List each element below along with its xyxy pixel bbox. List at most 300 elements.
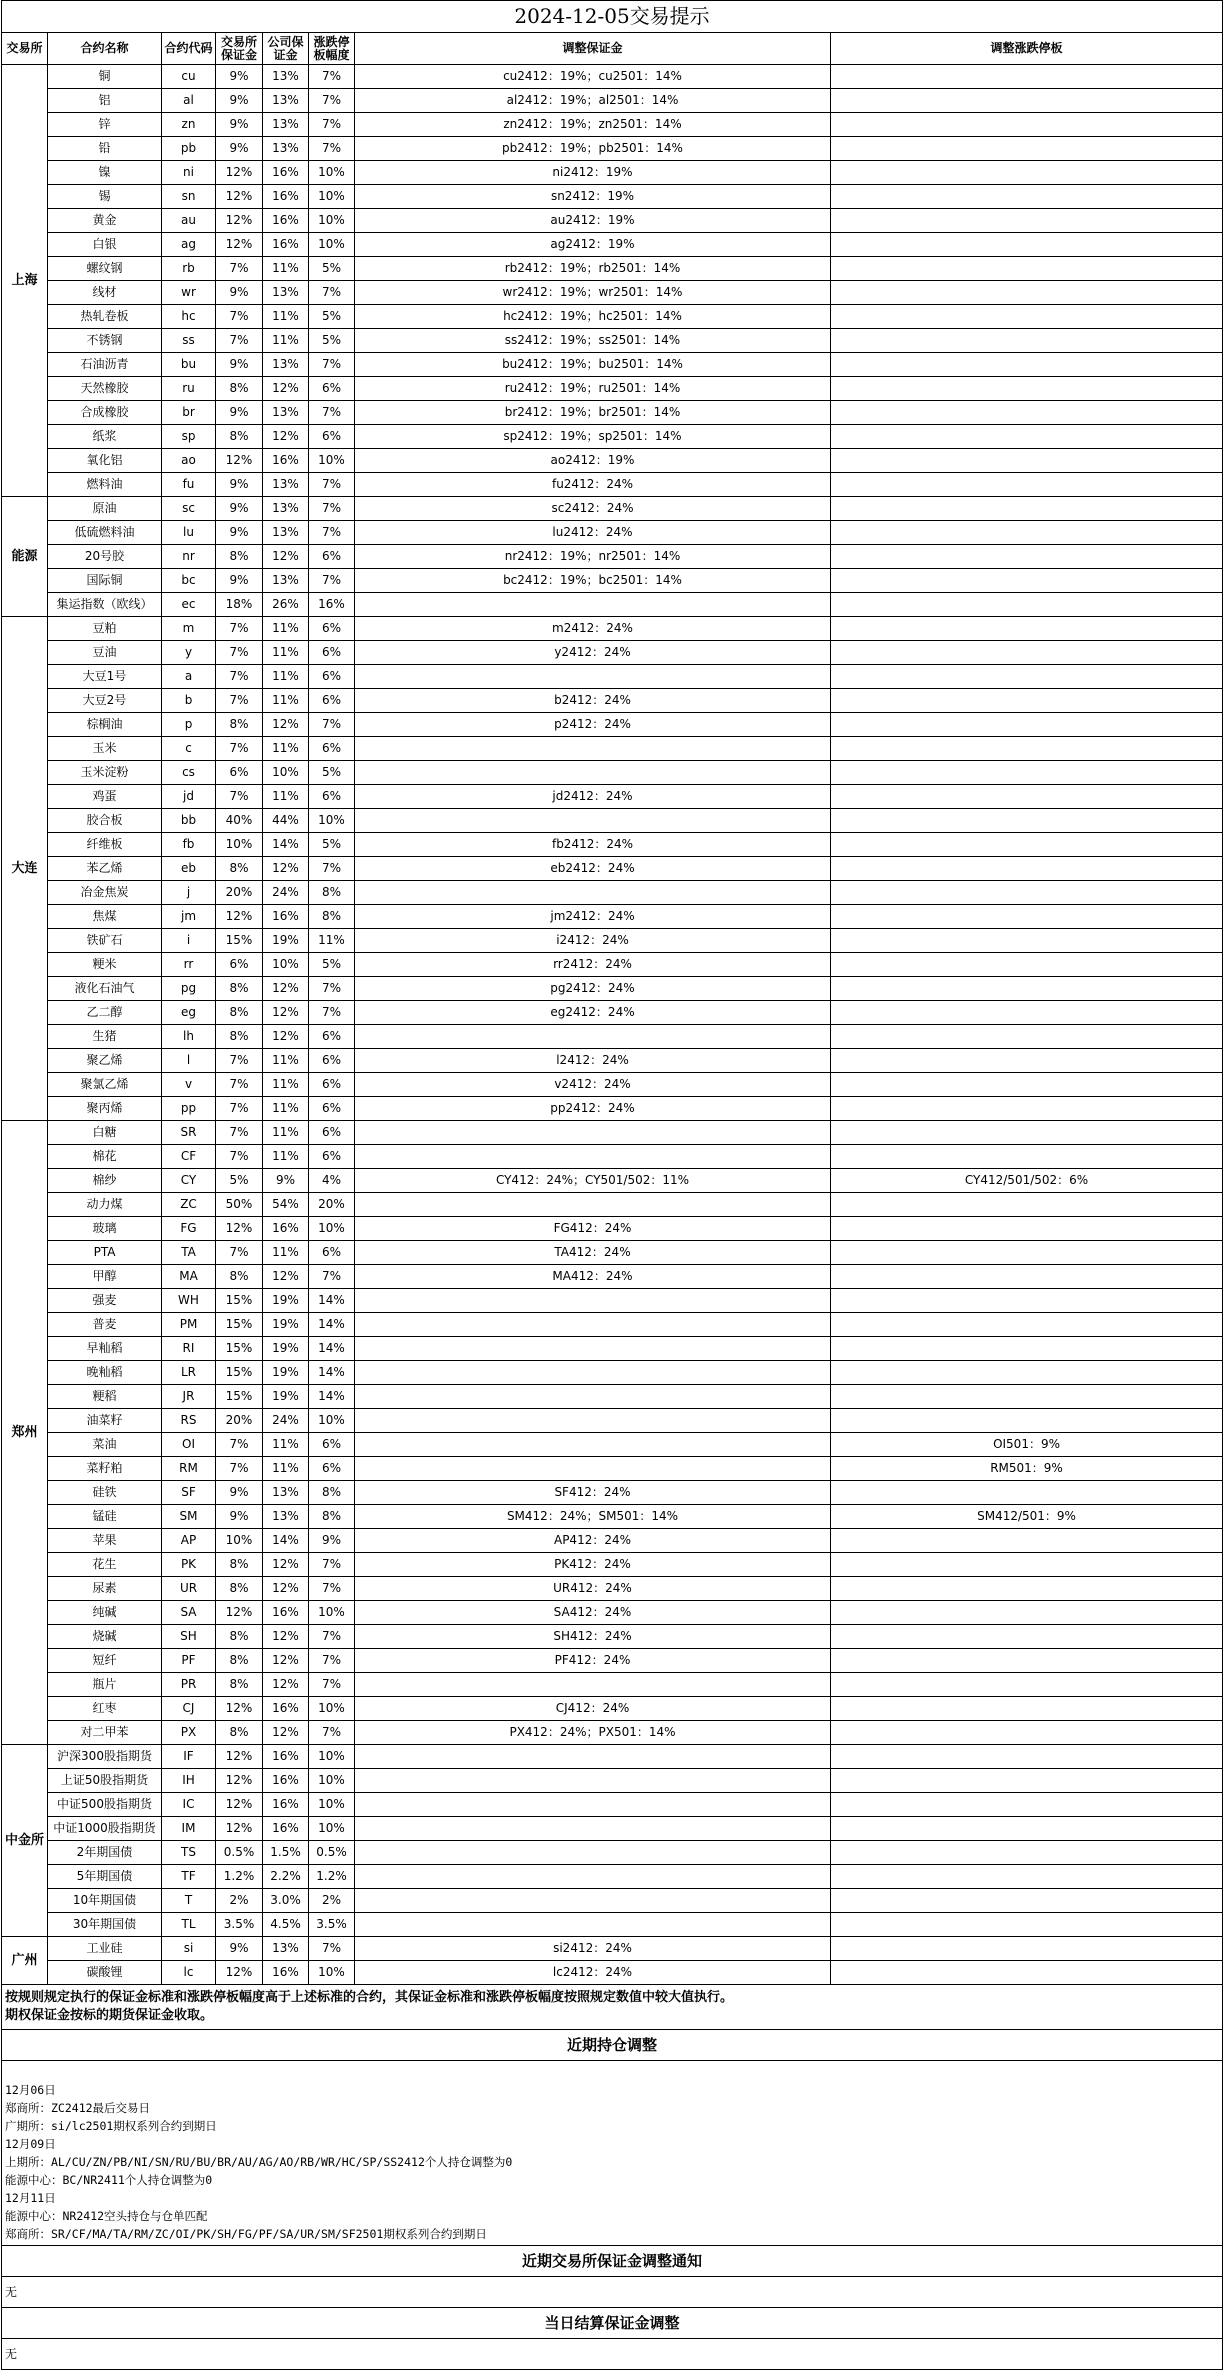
company-margin-cell: 11%	[263, 617, 309, 641]
contract-name-cell: 纤维板	[48, 833, 162, 857]
adjusted-margin-cell: SH412：24%	[355, 1625, 831, 1649]
contract-code-cell: m	[162, 617, 216, 641]
table-row	[2, 1049, 1223, 1073]
exchange-margin-cell: 9%	[216, 65, 263, 89]
company-margin-cell: 13%	[263, 113, 309, 137]
trading-notice-sheet	[1, 0, 1222, 2370]
contract-name-cell: 甲醇	[48, 1265, 162, 1289]
exchange-margin-cell: 20%	[216, 881, 263, 905]
price-limit-cell: 10%	[309, 209, 355, 233]
contract-name-cell: 白银	[48, 233, 162, 257]
exchange-margin-cell: 12%	[216, 161, 263, 185]
contract-name-cell: 粳米	[48, 953, 162, 977]
company-margin-cell: 16%	[263, 209, 309, 233]
contract-name-cell: 焦煤	[48, 905, 162, 929]
contract-name-cell: 菜籽粕	[48, 1457, 162, 1481]
header-adjusted-margin: 调整保证金	[355, 33, 831, 65]
exchange-margin-cell: 12%	[216, 1697, 263, 1721]
company-margin-cell: 14%	[263, 1529, 309, 1553]
exchange-margin-cell: 12%	[216, 1601, 263, 1625]
company-margin-cell: 12%	[263, 377, 309, 401]
table-row	[2, 1577, 1223, 1601]
company-margin-cell: 3.0%	[263, 1889, 309, 1913]
contract-code-cell: y	[162, 641, 216, 665]
adjusted-margin-cell: au2412：19%	[355, 209, 831, 233]
price-limit-cell: 16%	[309, 593, 355, 617]
exchange-margin-cell: 15%	[216, 1385, 263, 1409]
table-row	[2, 1697, 1223, 1721]
exchange-margin-cell: 12%	[216, 185, 263, 209]
adjusted-limit-cell	[831, 1577, 1223, 1601]
contract-code-cell: ZC	[162, 1193, 216, 1217]
adjusted-margin-cell	[355, 1769, 831, 1793]
contract-name-cell: 沪深300股指期货	[48, 1745, 162, 1769]
adjusted-limit-cell	[831, 1049, 1223, 1073]
price-limit-cell: 10%	[309, 1793, 355, 1817]
contract-code-cell: eg	[162, 1001, 216, 1025]
adjusted-margin-cell	[355, 1313, 831, 1337]
adjusted-margin-cell: zn2412：19%；zn2501：14%	[355, 113, 831, 137]
contract-code-cell: v	[162, 1073, 216, 1097]
contract-code-cell: au	[162, 209, 216, 233]
contract-name-cell: 20号胶	[48, 545, 162, 569]
price-limit-cell: 5%	[309, 953, 355, 977]
exchange-margin-cell: 8%	[216, 1025, 263, 1049]
contract-name-cell: 燃料油	[48, 473, 162, 497]
contract-name-cell: 黄金	[48, 209, 162, 233]
price-limit-cell: 5%	[309, 761, 355, 785]
contract-code-cell: MA	[162, 1265, 216, 1289]
adjusted-limit-cell	[831, 1913, 1223, 1937]
table-row	[2, 761, 1223, 785]
contract-name-cell: 低硫燃料油	[48, 521, 162, 545]
price-limit-cell: 7%	[309, 1721, 355, 1745]
company-margin-cell: 16%	[263, 1793, 309, 1817]
adjusted-limit-cell	[831, 137, 1223, 161]
company-margin-cell: 11%	[263, 785, 309, 809]
company-margin-cell: 13%	[263, 1505, 309, 1529]
adjusted-limit-cell	[831, 593, 1223, 617]
exchange-margin-cell: 8%	[216, 857, 263, 881]
contract-code-cell: RS	[162, 1409, 216, 1433]
contract-name-cell: 聚乙烯	[48, 1049, 162, 1073]
price-limit-cell: 7%	[309, 1577, 355, 1601]
contract-code-cell: pg	[162, 977, 216, 1001]
table-row	[2, 473, 1223, 497]
company-margin-cell: 13%	[263, 89, 309, 113]
contract-code-cell: sn	[162, 185, 216, 209]
adjusted-margin-cell: PK412：24%	[355, 1553, 831, 1577]
header-price-limit: 涨跌停板幅度	[309, 33, 355, 65]
contract-code-cell: wr	[162, 281, 216, 305]
adjusted-margin-cell: bc2412：19%；bc2501：14%	[355, 569, 831, 593]
contract-name-cell: 鸡蛋	[48, 785, 162, 809]
contract-code-cell: bb	[162, 809, 216, 833]
table-row	[2, 257, 1223, 281]
adjusted-margin-cell	[355, 1673, 831, 1697]
table-row	[2, 1553, 1223, 1577]
price-limit-cell: 9%	[309, 1529, 355, 1553]
company-margin-cell: 19%	[263, 929, 309, 953]
settlement-margin-value: 无	[2, 2339, 1223, 2370]
price-limit-cell: 7%	[309, 281, 355, 305]
contract-name-cell: 2年期国债	[48, 1841, 162, 1865]
exchange-margin-cell: 7%	[216, 257, 263, 281]
adjusted-margin-cell: lu2412：24%	[355, 521, 831, 545]
adjusted-margin-cell	[355, 1121, 831, 1145]
company-margin-cell: 11%	[263, 1121, 309, 1145]
table-row	[2, 977, 1223, 1001]
company-margin-cell: 19%	[263, 1385, 309, 1409]
contract-name-cell: 螺纹钢	[48, 257, 162, 281]
company-margin-cell: 12%	[263, 977, 309, 1001]
company-margin-cell: 16%	[263, 185, 309, 209]
adjusted-limit-cell	[831, 1337, 1223, 1361]
company-margin-cell: 12%	[263, 1625, 309, 1649]
company-margin-cell: 16%	[263, 1217, 309, 1241]
contract-name-cell: 早籼稻	[48, 1337, 162, 1361]
contract-code-cell: a	[162, 665, 216, 689]
table-row	[2, 929, 1223, 953]
price-limit-cell: 2%	[309, 1889, 355, 1913]
contract-name-cell: 普麦	[48, 1313, 162, 1337]
adjusted-margin-cell	[355, 593, 831, 617]
price-limit-cell: 20%	[309, 1193, 355, 1217]
adjusted-margin-cell: SA412：24%	[355, 1601, 831, 1625]
contract-name-cell: 聚氯乙烯	[48, 1073, 162, 1097]
contract-name-cell: 苹果	[48, 1529, 162, 1553]
adjusted-margin-cell: y2412：24%	[355, 641, 831, 665]
exchange-margin-cell: 12%	[216, 209, 263, 233]
adjusted-limit-cell	[831, 1217, 1223, 1241]
contract-name-cell: 棉花	[48, 1145, 162, 1169]
price-limit-cell: 6%	[309, 1025, 355, 1049]
contract-code-cell: jm	[162, 905, 216, 929]
adjusted-limit-cell	[831, 1145, 1223, 1169]
contract-name-cell: 锡	[48, 185, 162, 209]
price-limit-cell: 5%	[309, 833, 355, 857]
contract-name-cell: 晚籼稻	[48, 1361, 162, 1385]
price-limit-cell: 14%	[309, 1313, 355, 1337]
adjusted-limit-cell	[831, 1601, 1223, 1625]
price-limit-cell: 7%	[309, 113, 355, 137]
contract-name-cell: 30年期国债	[48, 1913, 162, 1937]
price-limit-cell: 10%	[309, 1817, 355, 1841]
company-margin-cell: 19%	[263, 1289, 309, 1313]
company-margin-cell: 16%	[263, 1961, 309, 1985]
price-limit-cell: 8%	[309, 1505, 355, 1529]
company-margin-cell: 11%	[263, 737, 309, 761]
exchange-margin-cell: 8%	[216, 1577, 263, 1601]
company-margin-cell: 12%	[263, 1025, 309, 1049]
contract-name-cell: 中证500股指期货	[48, 1793, 162, 1817]
company-margin-cell: 16%	[263, 233, 309, 257]
company-margin-cell: 16%	[263, 1697, 309, 1721]
adjusted-margin-cell: pb2412：19%；pb2501：14%	[355, 137, 831, 161]
table-row	[2, 449, 1223, 473]
company-margin-cell: 16%	[263, 905, 309, 929]
exchange-margin-cell: 7%	[216, 1121, 263, 1145]
table-row	[2, 713, 1223, 737]
contract-name-cell: 豆油	[48, 641, 162, 665]
company-margin-cell: 12%	[263, 1001, 309, 1025]
adjusted-margin-cell: SM412：24%；SM501：14%	[355, 1505, 831, 1529]
price-limit-cell: 7%	[309, 977, 355, 1001]
contract-code-cell: FG	[162, 1217, 216, 1241]
contract-name-cell: PTA	[48, 1241, 162, 1265]
table-row	[2, 401, 1223, 425]
adjusted-limit-cell	[831, 1241, 1223, 1265]
header-exchange-margin: 交易所保证金	[216, 33, 263, 65]
price-limit-cell: 6%	[309, 425, 355, 449]
contract-name-cell: 白糖	[48, 1121, 162, 1145]
adjusted-margin-cell: ni2412：19%	[355, 161, 831, 185]
adjusted-limit-cell	[831, 1721, 1223, 1745]
adjusted-margin-cell	[355, 1385, 831, 1409]
adjusted-margin-cell: jm2412：24%	[355, 905, 831, 929]
adjusted-limit-cell	[831, 785, 1223, 809]
contract-code-cell: ni	[162, 161, 216, 185]
adjusted-margin-cell: CJ412：24%	[355, 1697, 831, 1721]
adjusted-margin-cell: ag2412：19%	[355, 233, 831, 257]
exchange-margin-cell: 12%	[216, 1793, 263, 1817]
adjusted-limit-cell	[831, 929, 1223, 953]
price-limit-cell: 6%	[309, 377, 355, 401]
adjusted-margin-cell	[355, 665, 831, 689]
contract-code-cell: SF	[162, 1481, 216, 1505]
price-limit-cell: 6%	[309, 1121, 355, 1145]
contract-code-cell: PK	[162, 1553, 216, 1577]
adjusted-limit-cell	[831, 209, 1223, 233]
company-margin-cell: 13%	[263, 497, 309, 521]
price-limit-cell: 6%	[309, 737, 355, 761]
contract-name-cell: 菜油	[48, 1433, 162, 1457]
adjusted-margin-cell	[355, 809, 831, 833]
contract-code-cell: CF	[162, 1145, 216, 1169]
contract-name-cell: 花生	[48, 1553, 162, 1577]
exchange-margin-cell: 7%	[216, 1073, 263, 1097]
recent-margin-heading: 近期交易所保证金调整通知	[2, 2246, 1223, 2277]
price-limit-cell: 1.2%	[309, 1865, 355, 1889]
contract-code-cell: WH	[162, 1289, 216, 1313]
contract-code-cell: hc	[162, 305, 216, 329]
company-margin-cell: 19%	[263, 1337, 309, 1361]
exchange-margin-cell: 7%	[216, 1145, 263, 1169]
table-row	[2, 1505, 1223, 1529]
contract-code-cell: pb	[162, 137, 216, 161]
price-limit-cell: 10%	[309, 449, 355, 473]
adjusted-limit-cell	[831, 1313, 1223, 1337]
adjusted-limit-cell	[831, 497, 1223, 521]
contract-name-cell: 铝	[48, 89, 162, 113]
adjusted-margin-cell: MA412：24%	[355, 1265, 831, 1289]
price-limit-cell: 6%	[309, 665, 355, 689]
table-row	[2, 1745, 1223, 1769]
adjusted-margin-cell	[355, 1889, 831, 1913]
table-row	[2, 1121, 1223, 1145]
contract-code-cell: sp	[162, 425, 216, 449]
contract-code-cell: JR	[162, 1385, 216, 1409]
contract-code-cell: ao	[162, 449, 216, 473]
price-limit-cell: 7%	[309, 401, 355, 425]
price-limit-cell: 14%	[309, 1361, 355, 1385]
exchange-margin-cell: 50%	[216, 1193, 263, 1217]
price-limit-cell: 6%	[309, 1241, 355, 1265]
contract-code-cell: IC	[162, 1793, 216, 1817]
contract-code-cell: TF	[162, 1865, 216, 1889]
table-row	[2, 833, 1223, 857]
adjusted-limit-cell	[831, 233, 1223, 257]
header-contract-code: 合约代码	[162, 33, 216, 65]
adjusted-margin-cell: sp2412：19%；sp2501：14%	[355, 425, 831, 449]
table-row	[2, 857, 1223, 881]
contract-code-cell: jd	[162, 785, 216, 809]
company-margin-cell: 13%	[263, 137, 309, 161]
company-margin-cell: 16%	[263, 1769, 309, 1793]
contract-code-cell: T	[162, 1889, 216, 1913]
contract-code-cell: rb	[162, 257, 216, 281]
table-row	[2, 185, 1223, 209]
price-limit-cell: 10%	[309, 1769, 355, 1793]
adjusted-limit-cell	[831, 713, 1223, 737]
table-row	[2, 1409, 1223, 1433]
contract-name-cell: 上证50股指期货	[48, 1769, 162, 1793]
adjusted-margin-cell: cu2412：19%；cu2501：14%	[355, 65, 831, 89]
company-margin-cell: 13%	[263, 401, 309, 425]
exchange-cell: 广州	[2, 1937, 48, 1985]
exchange-margin-cell: 7%	[216, 617, 263, 641]
contract-name-cell: 豆粕	[48, 617, 162, 641]
price-limit-cell: 7%	[309, 1937, 355, 1961]
exchange-margin-cell: 18%	[216, 593, 263, 617]
price-limit-cell: 5%	[309, 305, 355, 329]
table-row	[2, 329, 1223, 353]
table-row	[2, 1385, 1223, 1409]
adjusted-limit-cell	[831, 761, 1223, 785]
company-margin-cell: 11%	[263, 1241, 309, 1265]
price-limit-cell: 6%	[309, 1073, 355, 1097]
table-row	[2, 137, 1223, 161]
exchange-cell: 郑州	[2, 1121, 48, 1745]
adjusted-margin-cell	[355, 1361, 831, 1385]
company-margin-cell: 13%	[263, 353, 309, 377]
company-margin-cell: 4.5%	[263, 1913, 309, 1937]
adjusted-margin-cell: i2412：24%	[355, 929, 831, 953]
adjusted-limit-cell	[831, 1025, 1223, 1049]
exchange-margin-cell: 7%	[216, 665, 263, 689]
contract-name-cell: 液化石油气	[48, 977, 162, 1001]
company-margin-cell: 13%	[263, 1481, 309, 1505]
exchange-margin-cell: 6%	[216, 761, 263, 785]
adjusted-margin-cell: ao2412：19%	[355, 449, 831, 473]
adjusted-margin-cell	[355, 1433, 831, 1457]
table-row	[2, 1841, 1223, 1865]
exchange-margin-cell: 9%	[216, 569, 263, 593]
adjusted-margin-cell: v2412：24%	[355, 1073, 831, 1097]
company-margin-cell: 11%	[263, 1073, 309, 1097]
exchange-margin-cell: 9%	[216, 89, 263, 113]
table-row	[2, 1601, 1223, 1625]
header-adjusted-limit: 调整涨跌停板	[831, 33, 1223, 65]
adjusted-margin-cell: sc2412：24%	[355, 497, 831, 521]
table-row	[2, 281, 1223, 305]
contract-name-cell: 胶合板	[48, 809, 162, 833]
adjusted-margin-cell	[355, 1193, 831, 1217]
adjusted-limit-cell	[831, 545, 1223, 569]
table-row	[2, 65, 1223, 89]
adjusted-margin-cell: eb2412：24%	[355, 857, 831, 881]
contract-name-cell: 苯乙烯	[48, 857, 162, 881]
adjusted-limit-cell	[831, 1553, 1223, 1577]
adjusted-margin-cell	[355, 761, 831, 785]
contract-name-cell: 碳酸锂	[48, 1961, 162, 1985]
company-margin-cell: 19%	[263, 1313, 309, 1337]
table-row	[2, 1289, 1223, 1313]
exchange-margin-cell: 15%	[216, 1313, 263, 1337]
price-limit-cell: 10%	[309, 233, 355, 257]
contract-code-cell: pp	[162, 1097, 216, 1121]
exchange-margin-cell: 12%	[216, 1817, 263, 1841]
table-row	[2, 1433, 1223, 1457]
contract-name-cell: 天然橡胶	[48, 377, 162, 401]
adjusted-margin-cell: ru2412：19%；ru2501：14%	[355, 377, 831, 401]
contract-name-cell: 瓶片	[48, 1673, 162, 1697]
adjusted-limit-cell	[831, 737, 1223, 761]
exchange-margin-cell: 9%	[216, 473, 263, 497]
table-row	[2, 593, 1223, 617]
adjusted-limit-cell	[831, 353, 1223, 377]
adjusted-limit-cell	[831, 401, 1223, 425]
exchange-margin-cell: 8%	[216, 1553, 263, 1577]
contract-code-cell: TA	[162, 1241, 216, 1265]
settlement-margin-heading: 当日结算保证金调整	[2, 2308, 1223, 2339]
contract-name-cell: 烧碱	[48, 1625, 162, 1649]
contract-name-cell: 强麦	[48, 1289, 162, 1313]
contract-code-cell: bc	[162, 569, 216, 593]
position-line: 郑商所：SR/CF/MA/TA/RM/ZC/OI/PK/SH/FG/PF/SA/UR/SM/SF2501期权系列合约到期日	[5, 2227, 487, 2241]
adjusted-margin-cell	[355, 881, 831, 905]
position-line: 上期所：AL/CU/ZN/PB/NI/SN/RU/BU/BR/AU/AG/AO/RB/WR/HC/SP/SS2412个人持仓调整为0	[5, 2155, 513, 2169]
adjusted-margin-cell: SF412：24%	[355, 1481, 831, 1505]
contract-code-cell: RI	[162, 1337, 216, 1361]
company-margin-cell: 2.2%	[263, 1865, 309, 1889]
company-margin-cell: 13%	[263, 521, 309, 545]
position-adjust-heading: 近期持仓调整	[2, 2030, 1223, 2061]
header-row	[2, 33, 1223, 65]
adjusted-limit-cell: CY412/501/502：6%	[831, 1169, 1223, 1193]
price-limit-cell: 14%	[309, 1385, 355, 1409]
contract-code-cell: al	[162, 89, 216, 113]
adjusted-limit-cell	[831, 1361, 1223, 1385]
company-margin-cell: 9%	[263, 1169, 309, 1193]
contract-code-cell: p	[162, 713, 216, 737]
adjusted-limit-cell	[831, 1481, 1223, 1505]
exchange-margin-cell: 8%	[216, 1625, 263, 1649]
adjusted-margin-cell	[355, 1457, 831, 1481]
price-limit-cell: 10%	[309, 1217, 355, 1241]
adjusted-limit-cell	[831, 1529, 1223, 1553]
table-row	[2, 953, 1223, 977]
contract-code-cell: lh	[162, 1025, 216, 1049]
recent-margin-value: 无	[2, 2277, 1223, 2308]
contract-code-cell: c	[162, 737, 216, 761]
exchange-margin-cell: 40%	[216, 809, 263, 833]
exchange-margin-cell: 8%	[216, 1649, 263, 1673]
adjusted-limit-cell	[831, 953, 1223, 977]
adjusted-margin-cell: l2412：24%	[355, 1049, 831, 1073]
position-adjust-list	[2, 2061, 1223, 2246]
price-limit-cell: 10%	[309, 1745, 355, 1769]
